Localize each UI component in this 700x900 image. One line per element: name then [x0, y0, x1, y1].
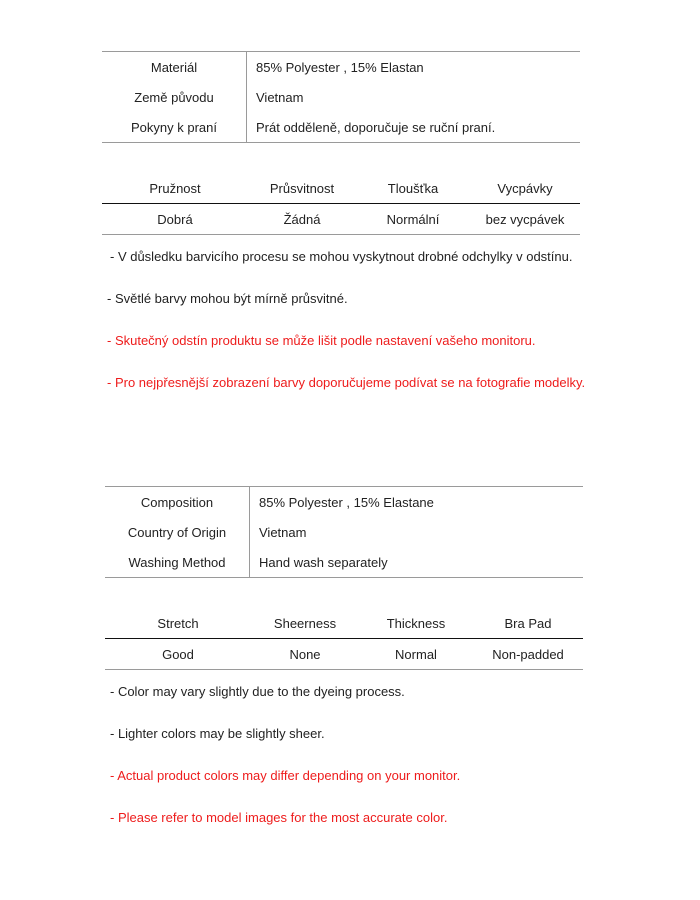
- attribute-value-row: [102, 204, 580, 235]
- attribute-value-row: [105, 639, 583, 670]
- attribute-value: Žádná: [283, 211, 321, 227]
- spec-label: Materiál: [102, 52, 247, 83]
- spec-table: [102, 51, 580, 143]
- spec-label: Country of Origin: [105, 517, 250, 547]
- attribute-header: Pružnost: [149, 180, 201, 196]
- product-info-english: [105, 486, 583, 847]
- attribute-value: Non-padded: [492, 646, 564, 662]
- attribute-header: Thickness: [386, 615, 446, 631]
- spec-value: Vietnam: [256, 89, 304, 105]
- spec-label: Pokyny k praní: [102, 112, 247, 143]
- attribute-header-row: [105, 608, 583, 639]
- attribute-value: None: [289, 646, 321, 662]
- attribute-header: Průsvitnost: [269, 180, 335, 196]
- note: - Color may vary slightly due to the dyeing process.: [110, 684, 405, 699]
- spec-value: 85% Polyester , 15% Elastane: [259, 494, 434, 510]
- spec-value: 85% Polyester , 15% Elastan: [256, 59, 424, 75]
- attribute-header: Tloušťka: [387, 180, 439, 196]
- warning-note: - Actual product colors may differ depending on your monitor.: [110, 768, 461, 783]
- attribute-header: Vycpávky: [497, 180, 553, 196]
- attribute-header-row: [102, 173, 580, 204]
- spec-value: Vietnam: [259, 524, 307, 540]
- note: - V důsledku barvicího procesu se mohou vyskytnout drobné odchylky v odstínu.: [110, 249, 573, 264]
- attribute-table: [102, 173, 580, 235]
- spec-row-composition: [105, 487, 583, 518]
- spec-row-origin: [102, 82, 580, 112]
- spec-label: Země původu: [102, 82, 247, 112]
- spec-label: Composition: [105, 487, 250, 518]
- spec-row-washing: [102, 112, 580, 143]
- spec-value: Prát odděleně, doporučuje se ruční praní.: [256, 119, 496, 135]
- spec-label: Washing Method: [105, 547, 250, 578]
- attribute-header: Sheerness: [273, 615, 337, 631]
- note: - Lighter colors may be slightly sheer.: [110, 726, 325, 741]
- attribute-header: Bra Pad: [504, 615, 552, 631]
- attribute-header: Stretch: [157, 615, 199, 631]
- spec-table: [105, 486, 583, 578]
- note: - Světlé barvy mohou být mírně průsvitné.: [107, 291, 348, 306]
- attribute-value: Normální: [386, 211, 440, 227]
- spec-value: Hand wash separately: [259, 554, 388, 570]
- care-notes: [105, 679, 583, 847]
- product-info-czech: [102, 51, 586, 412]
- attribute-value: Normal: [395, 646, 437, 662]
- spec-row-washing: [105, 547, 583, 578]
- attribute-value: bez vycpávek: [485, 211, 565, 227]
- attribute-value: Good: [162, 646, 194, 662]
- attribute-table: [105, 608, 583, 670]
- warning-note: - Please refer to model images for the most accurate color.: [110, 810, 448, 825]
- spec-row-material: [102, 52, 580, 83]
- warning-note: - Pro nejpřesnější zobrazení barvy doporučujeme podívat se na fotografie modelky.: [107, 375, 586, 390]
- attribute-value: Dobrá: [157, 211, 193, 227]
- warning-note: - Skutečný odstín produktu se může lišit podle nastavení vašeho monitoru.: [107, 333, 536, 348]
- spec-row-origin: [105, 517, 583, 547]
- care-notes: [102, 244, 586, 412]
